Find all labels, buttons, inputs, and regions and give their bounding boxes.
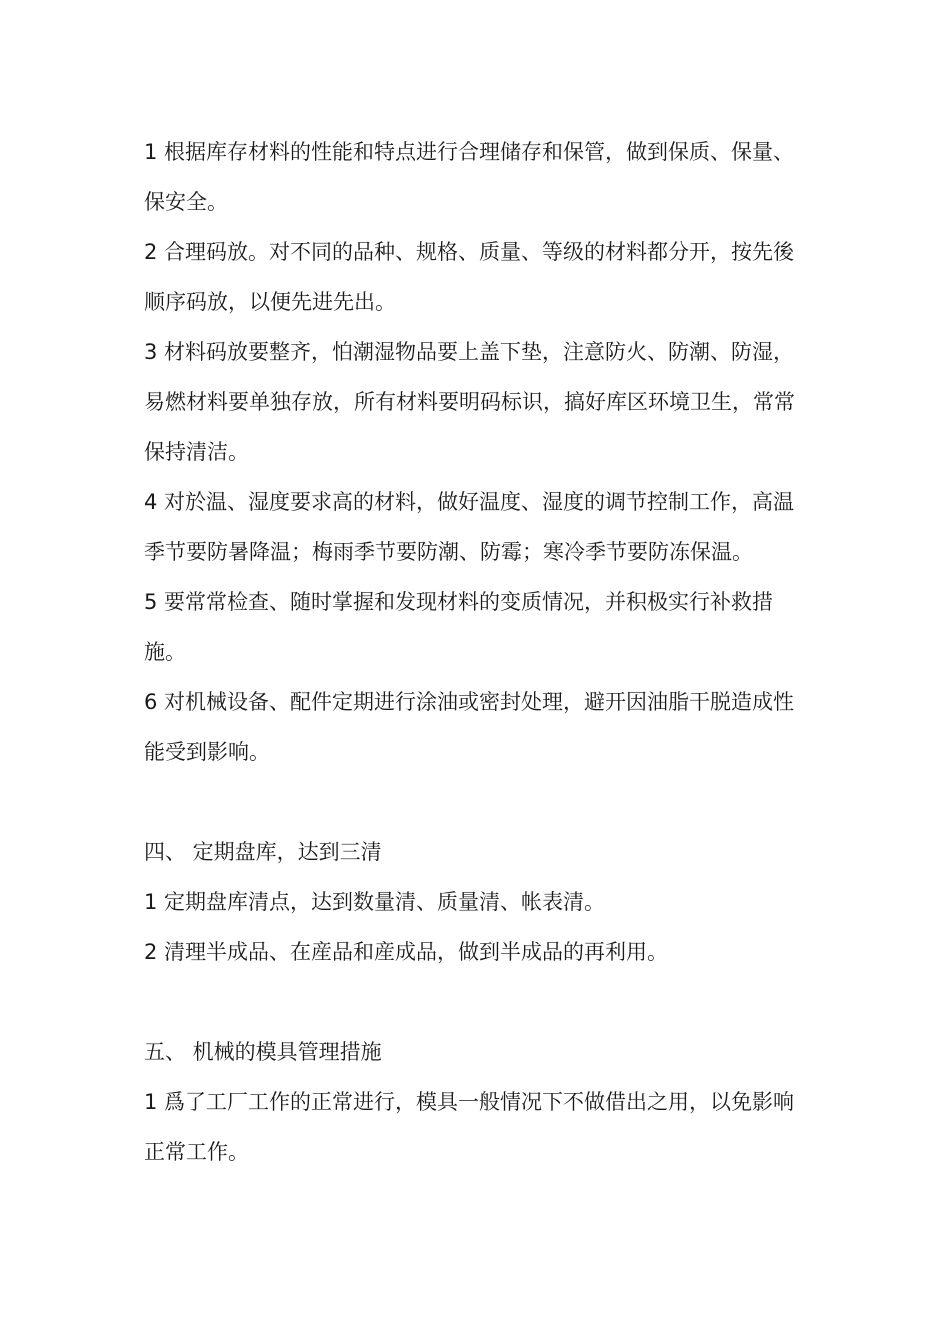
document-body (144, 127, 800, 1177)
section-heading-5: 五、 机械的模具管理措施 (144, 1040, 382, 1064)
list-item: 1 爲了工厂工作的正常进行，模具一般情况下不做借出之用，以免影响正常工作。 (144, 1090, 795, 1164)
paragraph-spacer (144, 977, 800, 1027)
paragraph-spacer (144, 777, 800, 827)
list-item: 2 合理码放。对不同的品种、规格、质量、等级的材料都分开，按先後顺序码放，以便先进先出。 (144, 240, 795, 314)
section-heading-4: 四、 定期盘库，达到三清 (144, 840, 382, 864)
list-item: 5 要常常检查、随时掌握和发现材料的变质情况，并积极实行补救措施。 (144, 590, 774, 664)
list-item: 6 对机械设备、配件定期进行涂油或密封处理，避开因油脂干脱造成性能受到影响。 (144, 690, 795, 764)
list-item: 1 定期盘库清点，达到数量清、质量清、帐表清。 (144, 890, 606, 914)
list-item: 1 根据库存材料的性能和特点进行合理储存和保管，做到保质、保量、保安全。 (144, 140, 795, 214)
list-item: 4 对於温、湿度要求高的材料，做好温度、湿度的调节控制工作，高温季节要防暑降温；梅雨季节要防潮、防霉；寒冷季节要防冻保温。 (144, 490, 795, 564)
list-item: 3 材料码放要整齐，怕潮湿物品要上盖下垫，注意防火、防潮、防湿，易燃材料要单独存放，所有材料要明码标识，搞好库区环境卫生，常常保持清洁。 (144, 340, 795, 464)
list-item: 2 清理半成品、在産品和産成品，做到半成品的再利用。 (144, 940, 669, 964)
